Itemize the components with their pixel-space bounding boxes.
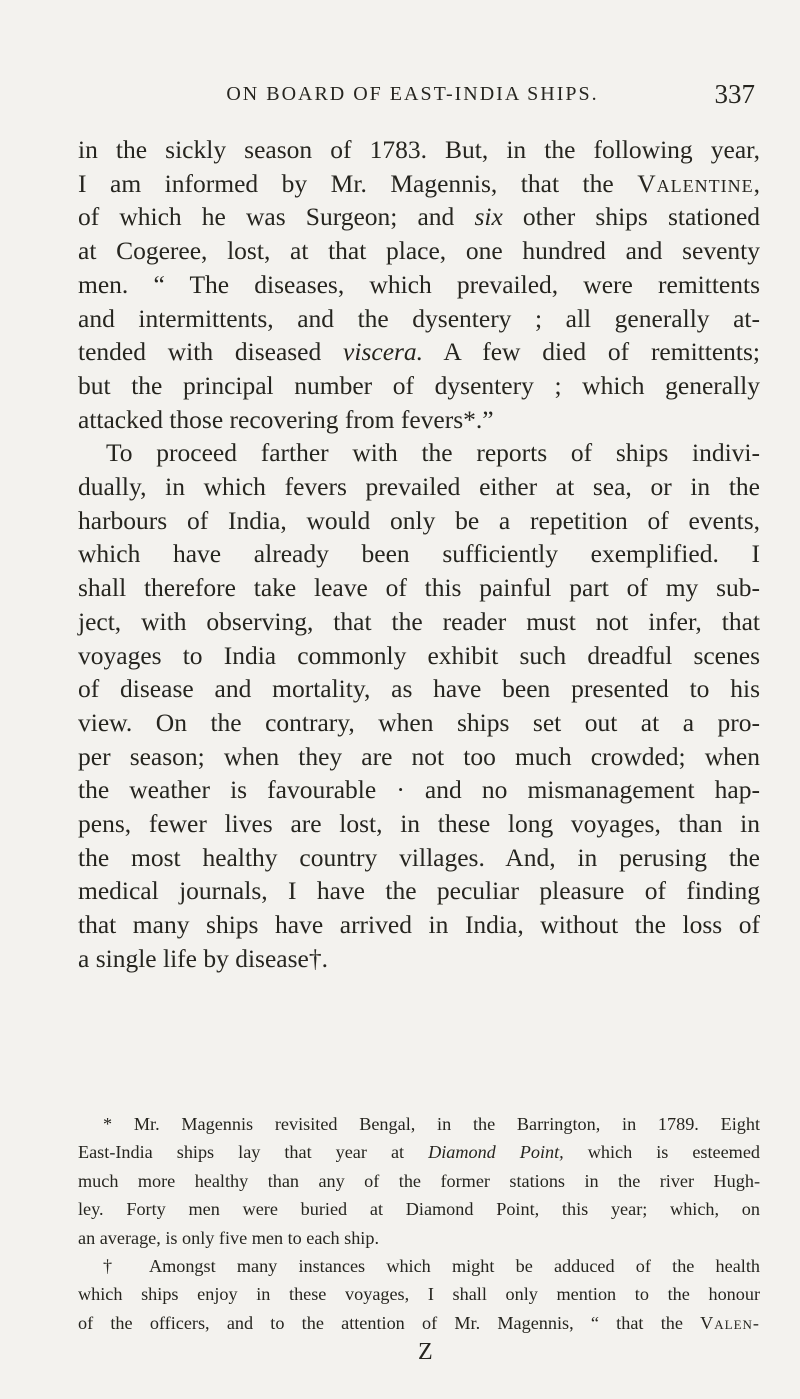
text-line: dually, in which fevers prevailed either at sea, or in the	[78, 472, 760, 502]
text-line: To proceed farther with the reports of ships indivi-	[106, 438, 760, 468]
footnotes	[78, 1110, 760, 1337]
paragraph-2	[78, 436, 760, 975]
text-line: shall therefore take leave of this painful part of my sub-	[78, 573, 760, 603]
text-line: a single life by disease†.	[78, 943, 328, 973]
text-line: per season; when they are not too much crowded; when	[78, 741, 760, 771]
emphasis: six	[474, 202, 503, 232]
footnote-2	[78, 1252, 760, 1337]
footnote-line: which ships enjoy in these voyages, I shall only mention to the honour	[78, 1284, 760, 1305]
text-line: but the principal number of dysentery ; which generally	[78, 370, 760, 400]
text-line: tended with diseased viscera. A few died of remittents;	[78, 337, 760, 367]
text-line: and intermittents, and the dysentery ; all generally at-	[78, 303, 760, 333]
text-line: pens, fewer lives are lost, in these long voyages, than in	[78, 809, 760, 839]
body-text	[78, 133, 760, 976]
ship-name: Valentine	[637, 168, 754, 198]
signature-mark: Z	[418, 1339, 433, 1365]
footnote-line: of the officers, and to the attention of Mr. Magennis, “ that the Valen-	[78, 1312, 760, 1333]
text-line: that many ships have arrived in India, without the loss of	[78, 910, 760, 940]
ship-name: Valen-	[700, 1312, 760, 1333]
text-line: which have already been sufficiently exemplified. I	[78, 539, 760, 569]
emphasis: viscera.	[343, 337, 424, 367]
text-line: of disease and mortality, as have been presented to his	[78, 674, 760, 704]
text-line: at Cogeree, lost, at that place, one hundred and seventy	[78, 236, 760, 266]
footnote-line: * Mr. Magennis revisited Bengal, in the Barrington, in 1789. Eight	[103, 1114, 760, 1134]
paragraph-1	[78, 133, 760, 436]
text-line: men. “ The diseases, which prevailed, were remittents	[78, 269, 760, 299]
text-line: in the sickly season of 1783. But, in the following year,	[78, 135, 760, 164]
footnote-line: East-India ships lay that year at Diamond Point, which is esteemed	[78, 1142, 760, 1163]
text-line: the most healthy country villages. And, in perusing the	[78, 842, 760, 872]
text-line: voyages to India commonly exhibit such dreadful scenes	[78, 640, 760, 670]
text-line: I am informed by Mr. Magennis, that the Valentine,	[78, 168, 760, 198]
text-line: of which he was Surgeon; and six other ships stationed	[78, 202, 761, 232]
footnote-1	[78, 1110, 760, 1252]
running-title: ON BOARD OF EAST-INDIA SHIPS.	[226, 83, 599, 105]
text-line: view. On the contrary, when ships set out at a pro-	[78, 707, 760, 737]
text-line: attacked those recovering from fevers*.”	[78, 404, 494, 434]
text-line: ject, with observing, that the reader must not infer, that	[78, 606, 760, 636]
text-line: the weather is favourable · and no mismanagement hap-	[78, 775, 760, 805]
text-line: harbours of India, would only be a repetition of events,	[78, 505, 760, 535]
footnote-line: much more healthy than any of the former stations in the river Hugh-	[78, 1170, 760, 1191]
page-number: 337	[714, 79, 755, 109]
text-line: medical journals, I have the peculiar pleasure of finding	[78, 876, 760, 906]
emphasis: Diamond Point,	[428, 1142, 564, 1163]
footnote-line: an average, is only five men to each ship.	[78, 1227, 379, 1248]
page-header	[115, 74, 755, 114]
footnote-line: † Amongst many instances which might be adduced of the health	[103, 1256, 760, 1277]
footnote-line: ley. Forty men were buried at Diamond Point, this year; which, on	[78, 1199, 760, 1220]
